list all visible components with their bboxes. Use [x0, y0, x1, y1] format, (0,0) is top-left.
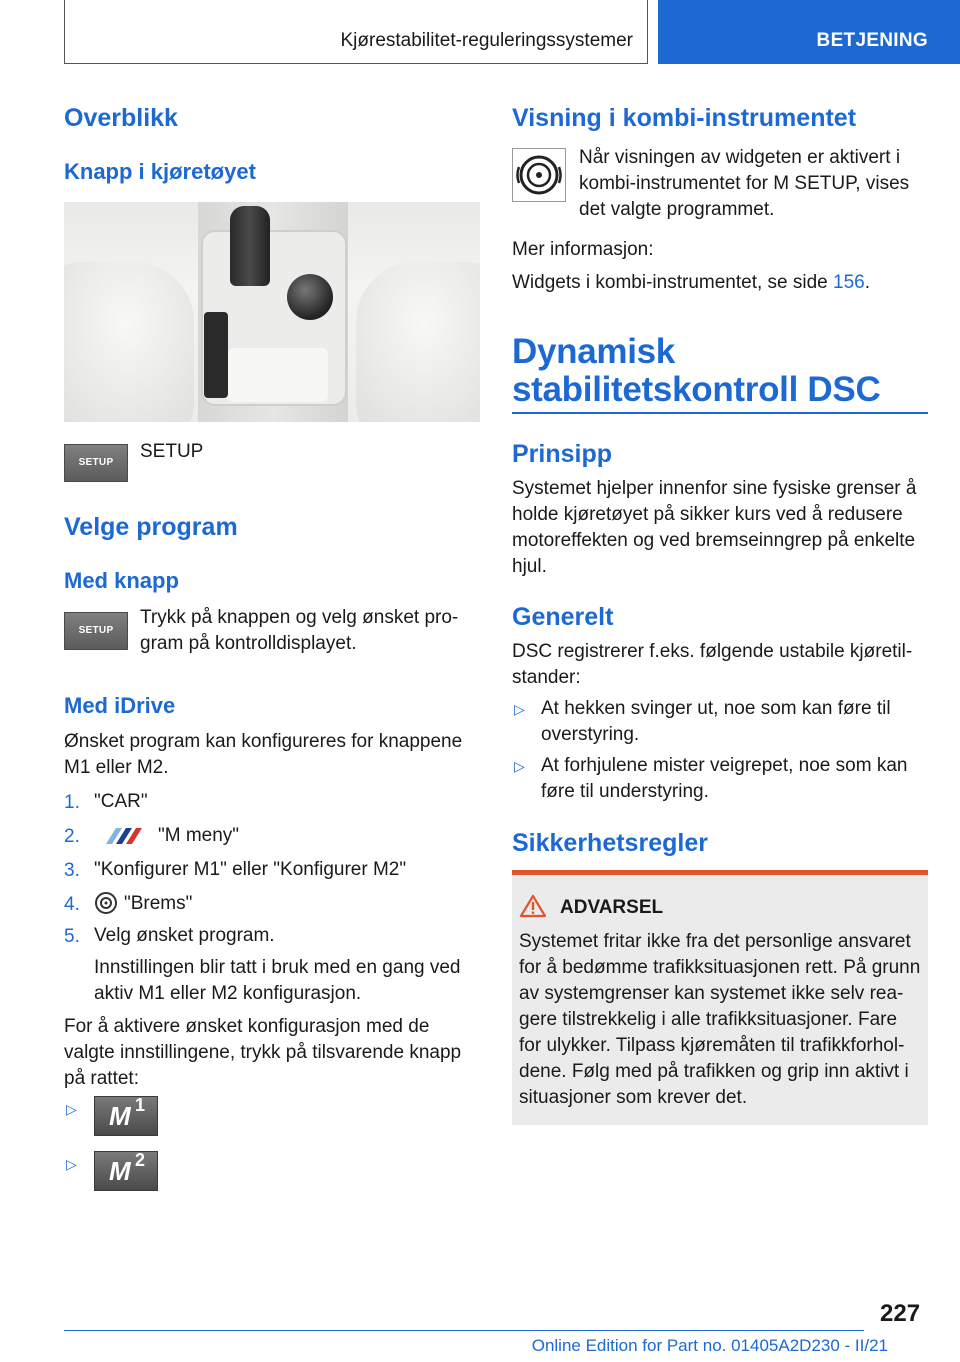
step-text: "Brems"	[124, 893, 193, 914]
m-stripes-icon	[100, 826, 150, 846]
m2-letter: M	[109, 1156, 131, 1186]
widget-brake-icon	[512, 148, 566, 202]
step-number: 2.	[64, 826, 80, 847]
heading-overblikk: Overblikk	[64, 104, 178, 132]
step-text: Velg ønsket program.	[94, 925, 275, 946]
knapp-text: Trykk på knappen og velg ønsket pro- gram på kontrolldisplayet.	[140, 607, 459, 654]
step-number: 4.	[64, 894, 80, 915]
step-text: "CAR"	[94, 791, 148, 812]
step-text: "Konfigurer M1" eller "Konfigurer M2"	[94, 859, 407, 880]
lower-panel	[228, 348, 328, 402]
step-text: "M meny"	[158, 825, 240, 846]
page-link[interactable]: 156	[833, 272, 865, 293]
chapter-title	[512, 333, 880, 409]
heading-sikkerhetsregler: Sikkerhetsregler	[512, 829, 708, 857]
footer-edition: Online Edition for Part no. 01405A2D230 - II/21	[531, 1336, 888, 1355]
brake-icon	[94, 891, 118, 915]
warning-triangle-icon	[519, 894, 547, 918]
m2-button-icon	[94, 1151, 158, 1191]
m2-number: 2	[135, 1150, 146, 1170]
bullet-item: At hekken svinger ut, noe som kan føre til overstyring.	[541, 698, 891, 745]
chapter-title-line2: stabilitetskontroll DSC	[512, 370, 881, 409]
bullet-triangle: ▷	[514, 758, 525, 774]
widgets-ref-end: .	[864, 272, 870, 293]
heading-visning: Visning i kombi-instrumentet	[512, 104, 857, 132]
heading-med-knapp: Med knapp	[64, 568, 179, 593]
bullet-triangle: ▷	[66, 1156, 77, 1172]
chapter-tab-label: BETJENING	[816, 30, 928, 51]
prinsipp-text: Systemet hjelper innenfor sine fysiske grenser å holde kjøretøyet på sikker kurs ved å redusere motoreffekten og ved bremseinngrep på enkelte hjul.	[512, 478, 917, 577]
gear-selector	[230, 206, 270, 286]
heading-generelt: Generelt	[512, 603, 614, 631]
section-title: Kjørestabilitet-reguleringssystemer	[340, 30, 633, 51]
step-number: 3.	[64, 860, 80, 881]
seat-left	[64, 262, 194, 422]
setup-button-icon-2: SETUP	[64, 612, 128, 650]
widgets-ref	[512, 270, 870, 296]
warning-title: ADVARSEL	[560, 897, 664, 918]
page-number: 227	[880, 1300, 921, 1327]
step5-note: Innstillingen blir tatt i bruk med en gang ved aktiv M1 eller M2 konfigurasjon.	[94, 957, 461, 1004]
step-number: 1.	[64, 792, 80, 813]
button-strip	[204, 312, 228, 398]
setup-button-icon: SETUP	[64, 444, 128, 482]
m1-number: 1	[135, 1095, 146, 1115]
warning-text: Systemet fritar ikke fra det personlige ansvaret for å bedømme trafikksituasjonen rett. På grunn av systemgrenser kan systemet ikke selv rea- gere tilstrekkelig i alle trafikksituasjoner. Fare for ulykker. Tilpass kjøremåten til trafikkforhol- dene. Følg med på trafikken og grip inn aktivt i situasjoner som krever det.	[519, 931, 921, 1108]
header-section-box	[64, 0, 648, 64]
activate-text: For å aktivere ønsket konfigurasjon med de valgte innstillingene, trykk på tilsvarende knapp på rattet:	[64, 1016, 462, 1089]
console-photo	[64, 202, 480, 422]
step-number: 5.	[64, 926, 80, 947]
m1-button-icon	[94, 1096, 158, 1136]
heading-med-idrive: Med iDrive	[64, 693, 176, 718]
bullet-triangle: ▷	[66, 1101, 77, 1117]
setup-caption: SETUP	[140, 441, 204, 462]
bullet-item: At forhjulene mister veigrepet, noe som kan føre til understyring.	[541, 755, 908, 802]
heading-prinsipp: Prinsipp	[512, 440, 613, 468]
idrive-controller	[287, 274, 333, 320]
widgets-ref-text: Widgets i kombi-instrumentet, se side	[512, 272, 834, 293]
heading-knapp: Knapp i kjøretøyet	[64, 159, 256, 184]
generelt-text: DSC registrerer f.eks. følgende ustabile kjøretil- stander:	[512, 641, 913, 688]
chapter-title-line1: Dynamisk	[512, 332, 675, 371]
visning-text: Når visningen av widgeten er aktivert i kombi-instrumentet for M SETUP, vises det valgte programmet.	[579, 147, 910, 220]
seat-right	[356, 262, 480, 422]
title-underline	[512, 412, 928, 414]
mer-info: Mer informasjon:	[512, 239, 654, 260]
footer-rule	[64, 1330, 864, 1331]
chapter-tab[interactable]	[658, 0, 960, 64]
heading-velge-program: Velge program	[64, 513, 238, 541]
idrive-text: Ønsket program kan konfigureres for knappene M1 eller M2.	[64, 731, 463, 778]
m1-letter: M	[109, 1101, 131, 1131]
bullet-triangle: ▷	[514, 701, 525, 717]
